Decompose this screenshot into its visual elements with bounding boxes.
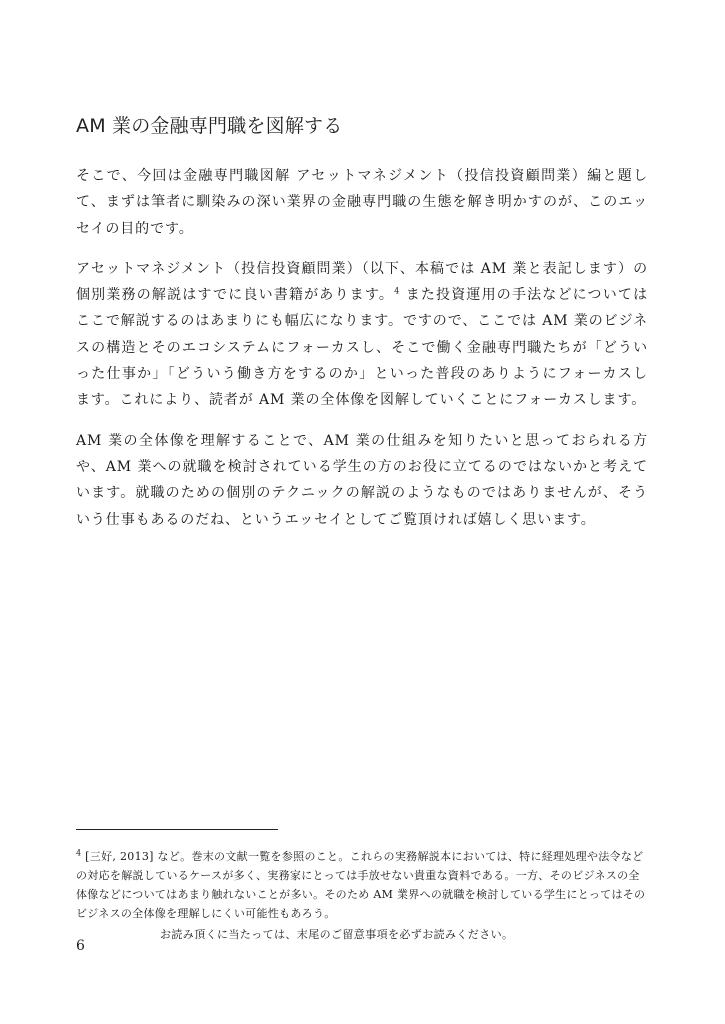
section-title: AM 業の金融専門職を図解する <box>76 115 343 137</box>
body-text <box>76 163 648 547</box>
footnote-text: [三好, 2013] など。巻末の文献一覧を参照のこと。これらの実務解説本においては、特に経理処理や法令などの対応を解説しているケースが多く、実務家にとっては手放せない貴重な資料である。一方、そのビジネスの全体像などについてはあまり触れないことが多い。そのため AM 業界への就職を検討している学生にとってはそのビジネスの全体像を理解しにくい可能性もあろう。 <box>76 850 646 920</box>
footnote-number: 4 <box>76 848 82 858</box>
reading-notice: お読み頂くに当たっては、末尾のご留意事項を必ずお読みください。 <box>160 928 514 941</box>
paragraph-scope-text-before: アセットマネジメント（投信投資顧問業）（以下、本稿では AM 業と表記します）の個別業務の解説はすでに良い書籍があります。 <box>76 260 648 304</box>
page-number: 6 <box>76 938 85 954</box>
footnote <box>76 847 650 923</box>
paragraph-audience: AM 業の全体像を理解することで、AM 業の仕組みを知りたいと思っておられる方や、AM 業への就職を検討されている学生の方のお役に立てるのではないかと考えています。就職のための個別のテクニックの解説のようなものではありませんが、そういう仕事もあるのだね、というエッセイとしてご覧頂ければ嬉しく思います。 <box>76 432 648 528</box>
paragraph-purpose: そこで、今回は金融専門職図解 アセットマネジメント（投信投資顧問業）編と題して、まずは筆者に馴染みの深い業界の金融専門職の生態を解き明かすのが、このエッセイの目的です。 <box>76 168 648 237</box>
footnote-divider <box>76 829 278 830</box>
footnote-reference[interactable]: 4 <box>394 286 401 296</box>
paragraph-scope-text-after: また投資運用の手法などについてはここで解説するのはあまりにも幅広になります。ですので、ここでは AM 業のビジネスの構造とそのエコシステムにフォーカスし、そこで働く金融専門職たちが「どういった仕事か」「どういう働き方をするのか」といった普段のありようにフォーカスします。これにより、読者が AM 業の全体像を図解していくことにフォーカスします。 <box>76 287 648 409</box>
paragraph-scope <box>76 256 648 414</box>
